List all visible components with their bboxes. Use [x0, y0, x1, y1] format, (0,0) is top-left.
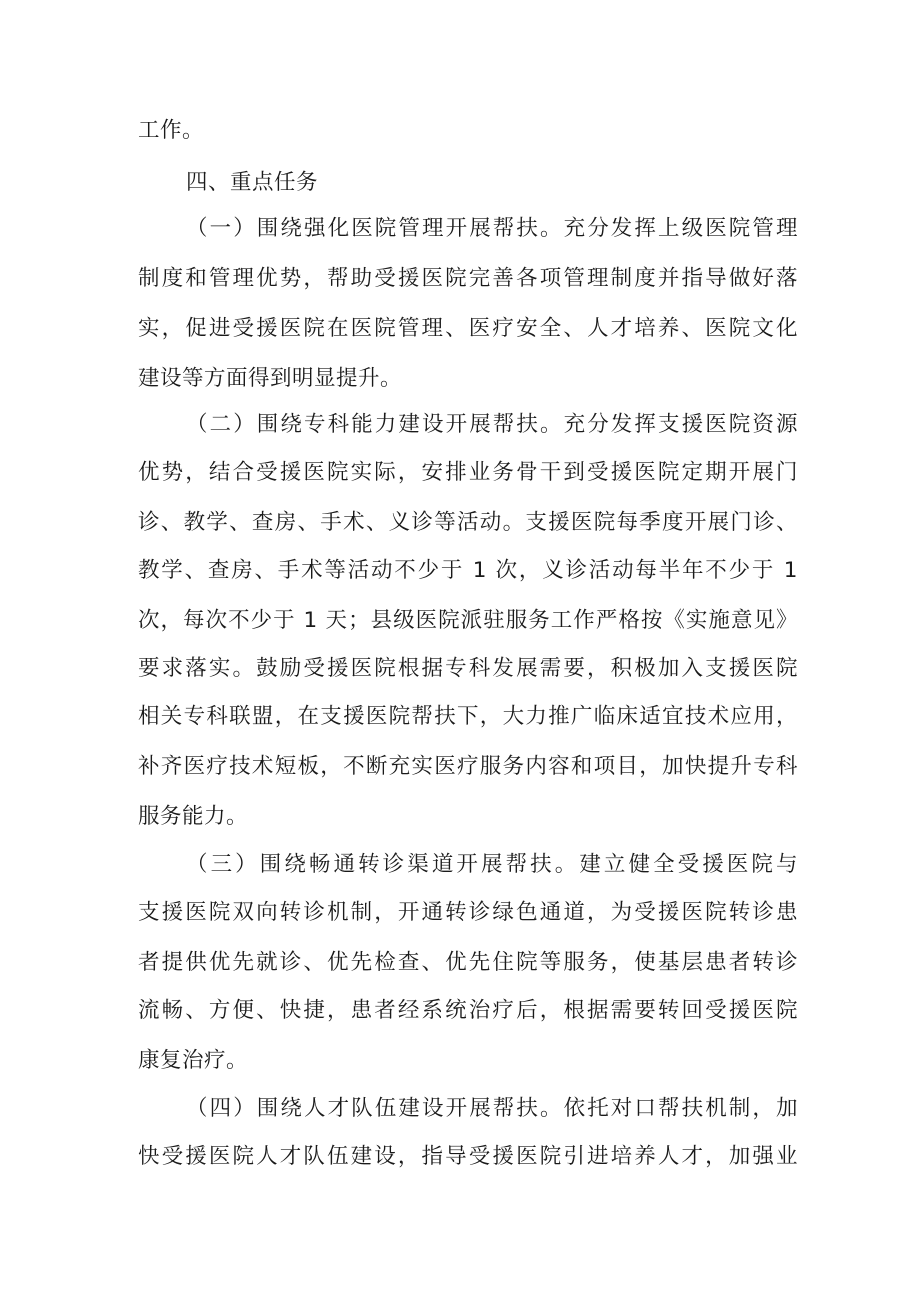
- text-line: 工作。: [138, 118, 205, 143]
- text-line: 建设等方面得到明显提升。: [138, 366, 403, 391]
- section-heading: 四、重点任务: [186, 170, 319, 195]
- text-line: 实，促进受援医院在医院管理、医疗安全、人才培养、医院文化: [138, 316, 798, 341]
- text-line: （一）围绕强化医院管理开展帮扶。充分发挥上级医院管理: [186, 216, 798, 241]
- text-line: 要求落实。鼓励受援医院根据专科发展需要，积极加入支援医院: [138, 656, 798, 681]
- text-line: 服务能力。: [138, 804, 249, 829]
- text-line: （四）围绕人才队伍建设开展帮扶。依托对口帮扶机制，加: [186, 1096, 798, 1121]
- text-line: 制度和管理优势，帮助受援医院完善各项管理制度并指导做好落: [138, 266, 798, 291]
- text-line: 教学、查房、手术等活动不少于 1 次，义诊活动每半年不少于 1: [138, 558, 798, 583]
- text-line: 者提供优先就诊、优先检查、优先住院等服务，使基层患者转诊: [138, 950, 798, 975]
- text-line: 支援医院双向转诊机制，开通转诊绿色通道，为受援医院转诊患: [138, 900, 798, 925]
- text-line: 流畅、方便、快捷，患者经系统治疗后，根据需要转回受援医院: [138, 998, 798, 1023]
- text-line: （二）围绕专科能力建设开展帮扶。充分发挥支援医院资源: [186, 412, 798, 437]
- text-line: 次，每次不少于 1 天；县级医院派驻服务工作严格按《实施意见》: [138, 608, 798, 633]
- text-line: 优势，结合受援医院实际，安排业务骨干到受援医院定期开展门: [138, 460, 798, 485]
- text-line: 补齐医疗技术短板，不断充实医疗服务内容和项目，加快提升专科: [138, 754, 798, 779]
- text-line: 相关专科联盟，在支援医院帮扶下，大力推广临床适宜技术应用，: [138, 704, 798, 729]
- text-line: （三）围绕畅通转诊渠道开展帮扶。建立健全受援医院与: [186, 852, 798, 877]
- text-line: 诊、教学、查房、手术、义诊等活动。支援医院每季度开展门诊、: [138, 510, 798, 535]
- text-line: 康复治疗。: [138, 1048, 249, 1073]
- text-line: 快受援医院人才队伍建设，指导受援医院引进培养人才，加强业: [138, 1144, 798, 1169]
